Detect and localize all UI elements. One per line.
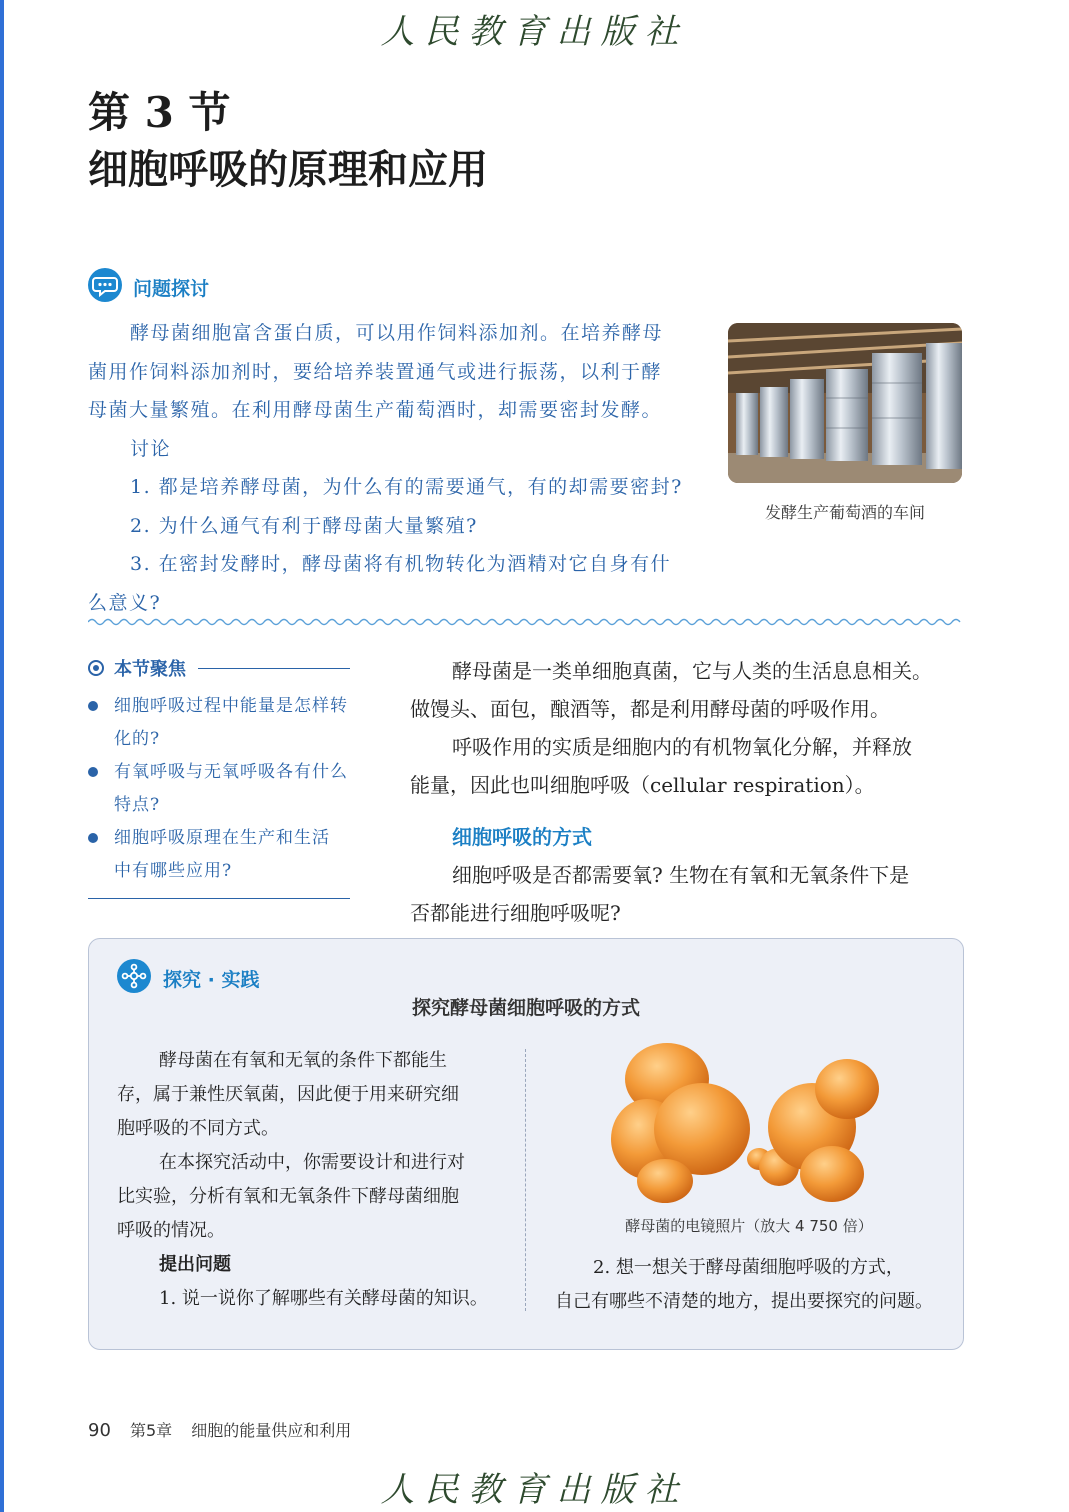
discussion-question-cont: 么意义? [88, 591, 162, 614]
paragraph-line: 酵母菌细胞富含蛋白质，可以用作饲料添加剂。在培养酵母 [130, 322, 664, 344]
inquiry-tag: 探究 · 实践 [163, 969, 260, 991]
bullet-icon [88, 701, 98, 711]
left-margin-rule [0, 0, 4, 1512]
wavy-divider [88, 613, 962, 632]
network-icon [117, 959, 151, 993]
winery-photo-caption: 发酵生产葡萄酒的车间 [764, 503, 925, 522]
inquiry-right-text: 2. 想一想关于酵母菌细胞呼吸的方式， 自己有哪些不清楚的地方，提出要探究的问题。 [555, 1251, 955, 1319]
page-number: 90 [88, 1420, 111, 1441]
yeast-photo-caption: 酵母菌的电镜照片（放大 4 750 倍） [625, 1217, 873, 1235]
inquiry-title: 探究酵母菌细胞呼吸的方式 [411, 997, 640, 1019]
problem-paragraph [88, 314, 718, 622]
winery-tanks-photo [728, 323, 962, 483]
section-focus-heading: 本节聚焦 [114, 655, 190, 681]
bullet-icon [88, 767, 98, 777]
focus-item: 细胞呼吸过程中能量是怎样转 化的? [88, 690, 350, 756]
section-number: 第 3 节 [88, 88, 231, 137]
body-line: 酵母菌是一类单细胞真菌，它与人类的生活息息相关。 [452, 659, 932, 683]
ask-question-label: 提出问题 [159, 1254, 231, 1275]
body-line: 细胞呼吸是否都需要氧? 生物在有氧和无氧条件下是 [452, 863, 910, 887]
section-focus-bottom-rule [88, 898, 350, 899]
discussion-label: 讨论 [130, 437, 172, 460]
chapter-title: 细胞的能量供应和利用 [191, 1421, 352, 1440]
bullet-icon [88, 833, 98, 843]
main-body-text [410, 652, 970, 932]
inquiry-question-2: 2. 想一想关于酵母菌细胞呼吸的方式， [593, 1257, 904, 1278]
body-line: 做馒头、面包，酿酒等，都是利用酵母菌的呼吸作用。 [410, 697, 890, 721]
inquiry-panel [88, 938, 964, 1350]
focus-item: 有氧呼吸与无氧呼吸各有什么 特点? [88, 756, 350, 822]
chat-bubble-icon [88, 268, 122, 302]
discussion-question: 3. 在密封发酵时，酵母菌将有机物转化为酒精对它自身有什 [130, 553, 672, 575]
inquiry-question-1: 1. 说一说你了解哪些有关酵母菌的知识。 [159, 1288, 488, 1309]
paragraph-line: 菌用作饲料添加剂时，要给培养装置通气或进行振荡，以利于酵 [88, 360, 663, 383]
body-line: 能量，因此也叫细胞呼吸（cellular respiration）。 [410, 773, 875, 797]
problem-discussion-heading: 问题探讨 [133, 278, 210, 300]
inquiry-left-text: 酵母菌在有氧和无氧的条件下都能生 存，属于兼性厌氧菌，因此便于用来研究细 胞呼吸的不同方式。 在本探究活动中，你需要设计和进行对 比实验，分析有氧和无氧条件下酵母菌细胞 呼吸的情况。 提出问题 1. 说一说你了解哪些有关酵母菌的知识。 [117, 1044, 517, 1316]
focus-item: 细胞呼吸原理在生产和生活 中有哪些应用? [88, 822, 350, 888]
chapter-number: 第5章 [130, 1421, 173, 1440]
discussion-question: 2. 为什么通气有利于酵母菌大量繁殖? [130, 514, 478, 537]
publisher-logo-top: 人民教育出版社 [380, 12, 689, 52]
discussion-question: 1. 都是培养酵母菌，为什么有的需要通气，有的却需要密封? [130, 476, 683, 498]
body-line: 否都能进行细胞呼吸呢? [410, 901, 621, 925]
target-icon [88, 660, 104, 676]
subheading: 细胞呼吸的方式 [452, 825, 592, 849]
body-line: 呼吸作用的实质是细胞内的有机物氧化分解，并释放 [452, 735, 912, 759]
yeast-micrograph [607, 1039, 887, 1211]
publisher-logo-bottom: 人民教育出版社 [380, 1470, 689, 1510]
section-focus-box [88, 655, 350, 899]
column-divider [525, 1049, 526, 1311]
page-footer [88, 1418, 351, 1441]
section-title: 细胞呼吸的原理和应用 [88, 146, 488, 193]
paragraph-line: 母菌大量繁殖。在利用酵母菌生产葡萄酒时，却需要密封发酵。 [88, 399, 663, 421]
